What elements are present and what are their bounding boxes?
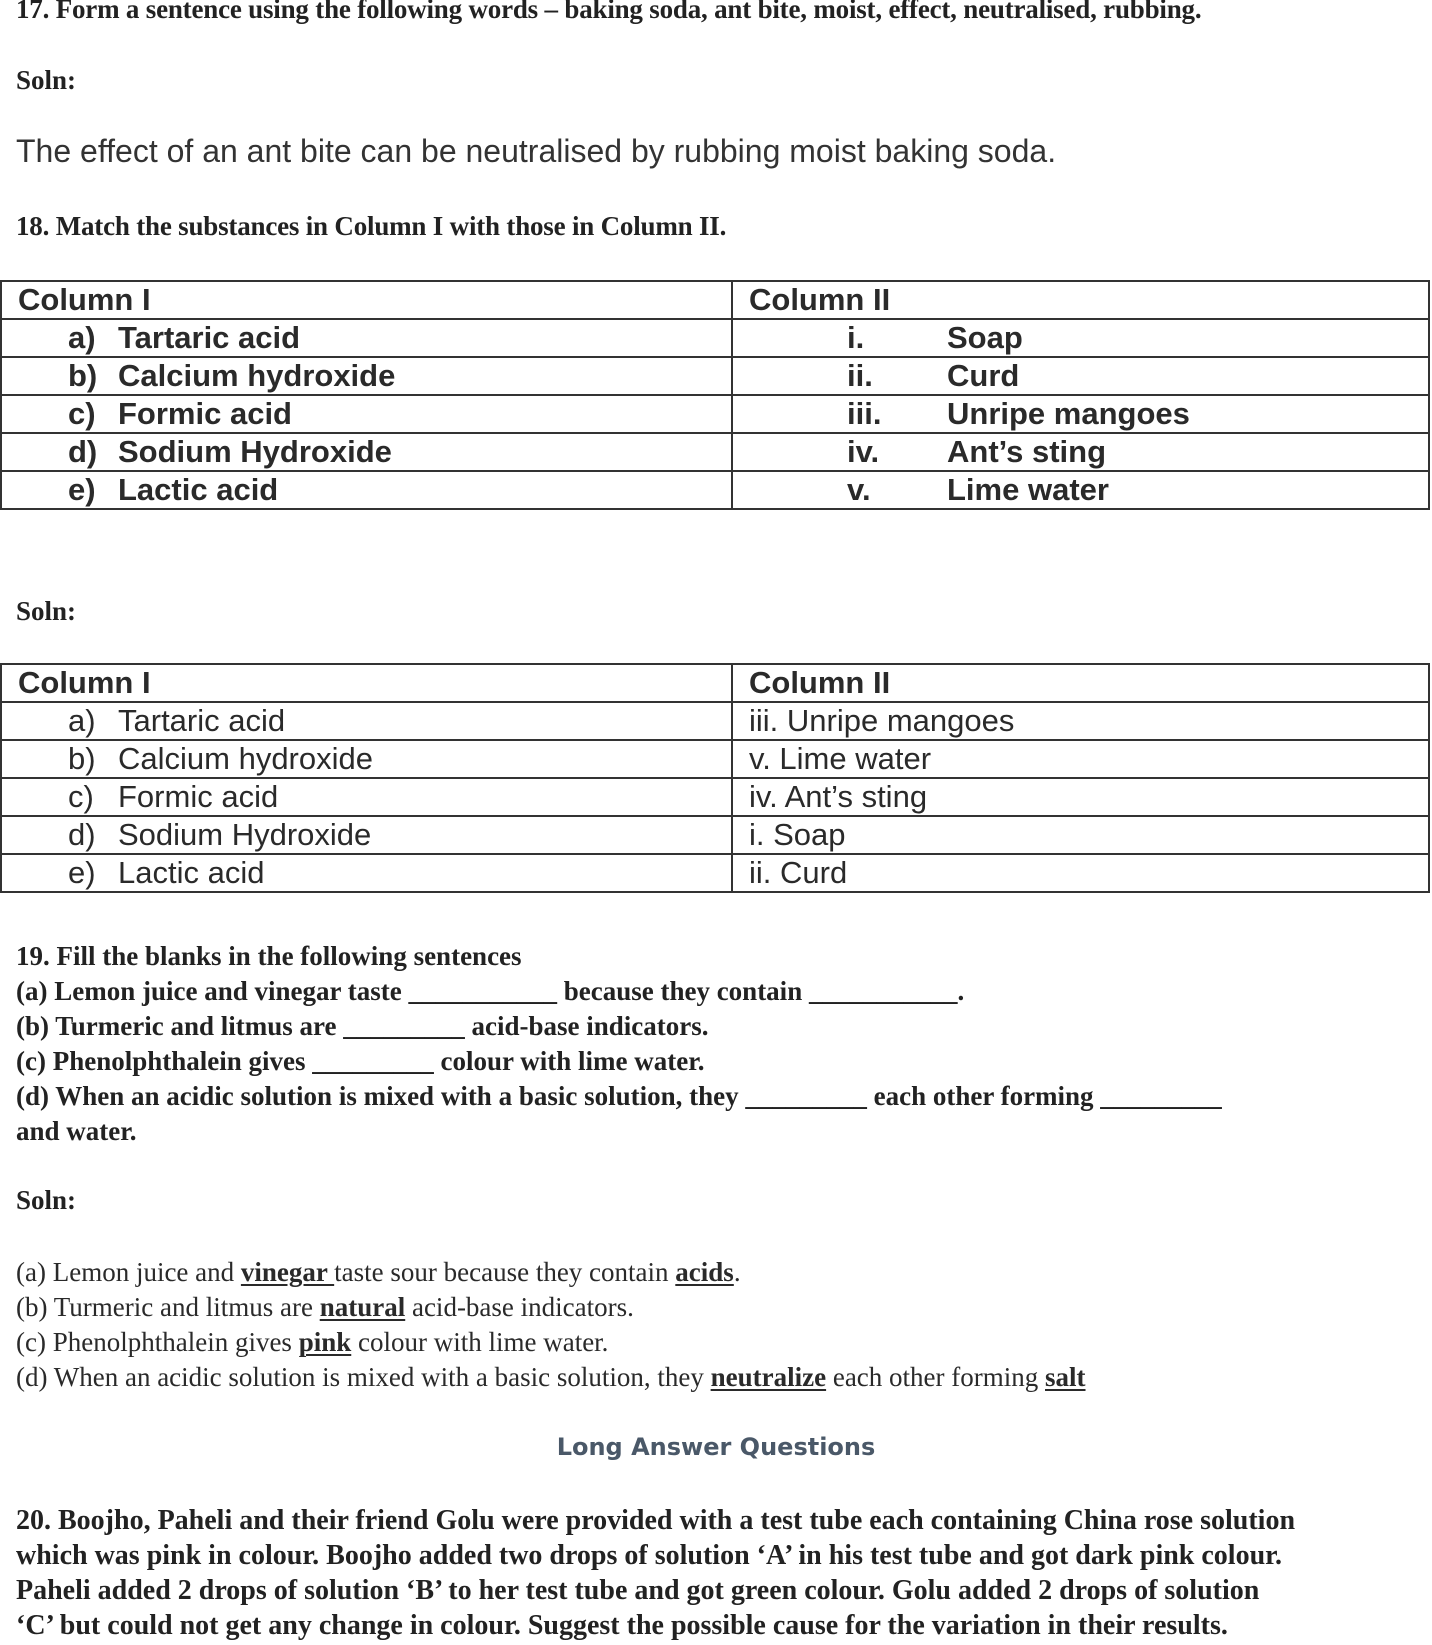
table-header-row [1,664,1429,702]
column-2-cell: Curd [947,358,1020,393]
roman-numeral: i. [847,320,865,355]
question-20-line: 20. Boojho, Paheli and their friend Golu were provided with a test tube each containing China rose solution [16,1505,1296,1536]
answer-word: pink [298,1327,352,1357]
answer-19-b: (b) Turmeric and litmus are natural acid-base indicators. [16,1292,634,1322]
row-label: a) [68,703,96,738]
column-1-header: Column I [1,664,732,702]
column-2-cell: v. Lime water [732,740,1429,778]
column-2-cell: Unripe mangoes [947,396,1190,431]
question-18-title: 18. Match the substances in Column I with those in Column II. [16,211,727,241]
table-row [1,395,1429,433]
row-label: b) [68,358,98,393]
column-1-cell: Formic acid [118,396,292,431]
table-row [1,854,1429,892]
column-2-cell: ii. Curd [732,854,1429,892]
table-row [1,702,1429,740]
table-row [1,816,1429,854]
answer-word: natural [319,1292,406,1322]
column-1-cell: Tartaric acid [118,703,286,738]
row-label: b) [68,741,96,776]
q17-soln-label: Soln: [16,65,77,95]
question-19 [16,939,1222,1149]
table-row [1,778,1429,816]
q18-soln-label: Soln: [16,596,77,626]
q17-answer: The effect of an ant bite can be neutralised by rubbing moist baking soda. [16,133,1057,169]
roman-numeral: ii. [847,358,873,393]
column-1-header: Column I [1,281,732,319]
column-2-cell: iii. Unripe mangoes [732,702,1429,740]
column-2-header: Column II [732,281,1429,319]
question-20-line: which was pink in colour. Boojho added two drops of solution ‘A’ in his test tube and got dark pink colour. [16,1540,1283,1571]
row-label: e) [68,472,96,507]
answer-word: vinegar [240,1257,335,1287]
answer-word: acids [675,1257,734,1287]
q19-soln-label: Soln: [16,1185,77,1215]
row-label: c) [68,396,96,431]
question-19-b: (b) Turmeric and litmus are _________ acid-base indicators. [16,1011,709,1041]
roman-numeral: iv. [847,434,880,469]
match-table-answer [0,663,1430,893]
table-row [1,319,1429,357]
column-1-cell: Calcium hydroxide [118,358,396,393]
row-label: a) [68,320,96,355]
column-2-cell: Ant’s sting [947,434,1107,469]
column-2-cell: Soap [947,320,1023,355]
column-1-cell: Tartaric acid [118,320,301,355]
answer-19-a: (a) Lemon juice and vinegar taste sour because they contain acids. [16,1257,741,1287]
table-row [1,433,1429,471]
row-label: e) [68,855,96,890]
row-label: d) [68,817,96,852]
answer-word: salt [1045,1362,1086,1392]
question-19-d-cont: and water. [16,1116,137,1146]
answer-19-c: (c) Phenolphthalein gives pink colour with lime water. [16,1327,609,1357]
column-2-cell: i. Soap [732,816,1429,854]
section-heading-long-answer: Long Answer Questions [556,1433,876,1461]
table-row [1,357,1429,395]
column-2-cell: iv. Ant’s sting [732,778,1429,816]
roman-numeral: v. [847,472,871,507]
table-row [1,740,1429,778]
question-17-title: 17. Form a sentence using the following words – baking soda, ant bite, moist, effect, neutralised, rubbing. [16,0,1202,24]
column-1-cell: Sodium Hydroxide [118,434,392,469]
question-20-line: Paheli added 2 drops of solution ‘B’ to her test tube and got green colour. Golu added 2 drops of solution [16,1575,1260,1606]
column-2-cell: Lime water [947,472,1109,507]
answer-word: neutralize [710,1362,827,1392]
column-1-cell: Formic acid [118,779,279,814]
column-1-cell: Lactic acid [118,472,279,507]
question-19-a: (a) Lemon juice and vinegar taste ___________ because they contain ___________. [16,976,965,1006]
question-19-d: (d) When an acidic solution is mixed with a basic solution, they _________ each other forming _________ [16,1081,1222,1111]
table-row [1,471,1429,509]
column-1-cell: Calcium hydroxide [118,741,373,776]
column-1-cell: Sodium Hydroxide [118,817,372,852]
question-19-c: (c) Phenolphthalein gives _________ colour with lime water. [16,1046,705,1076]
row-label: c) [68,779,94,814]
column-2-header: Column II [732,664,1429,702]
row-label: d) [68,434,98,469]
q19-answers [16,1255,1086,1395]
question-20-line: ‘C’ but could not get any change in colour. Suggest the possible cause for the variation in their results. [16,1610,1228,1641]
question-19-title: 19. Fill the blanks in the following sentences [16,941,522,971]
question-20 [16,1503,1295,1643]
answer-19-d: (d) When an acidic solution is mixed with a basic solution, they neutralize each other forming salt [16,1362,1086,1392]
roman-numeral: iii. [847,396,882,431]
table-header-row [1,281,1429,319]
match-table-question [0,280,1430,510]
column-1-cell: Lactic acid [118,855,265,890]
